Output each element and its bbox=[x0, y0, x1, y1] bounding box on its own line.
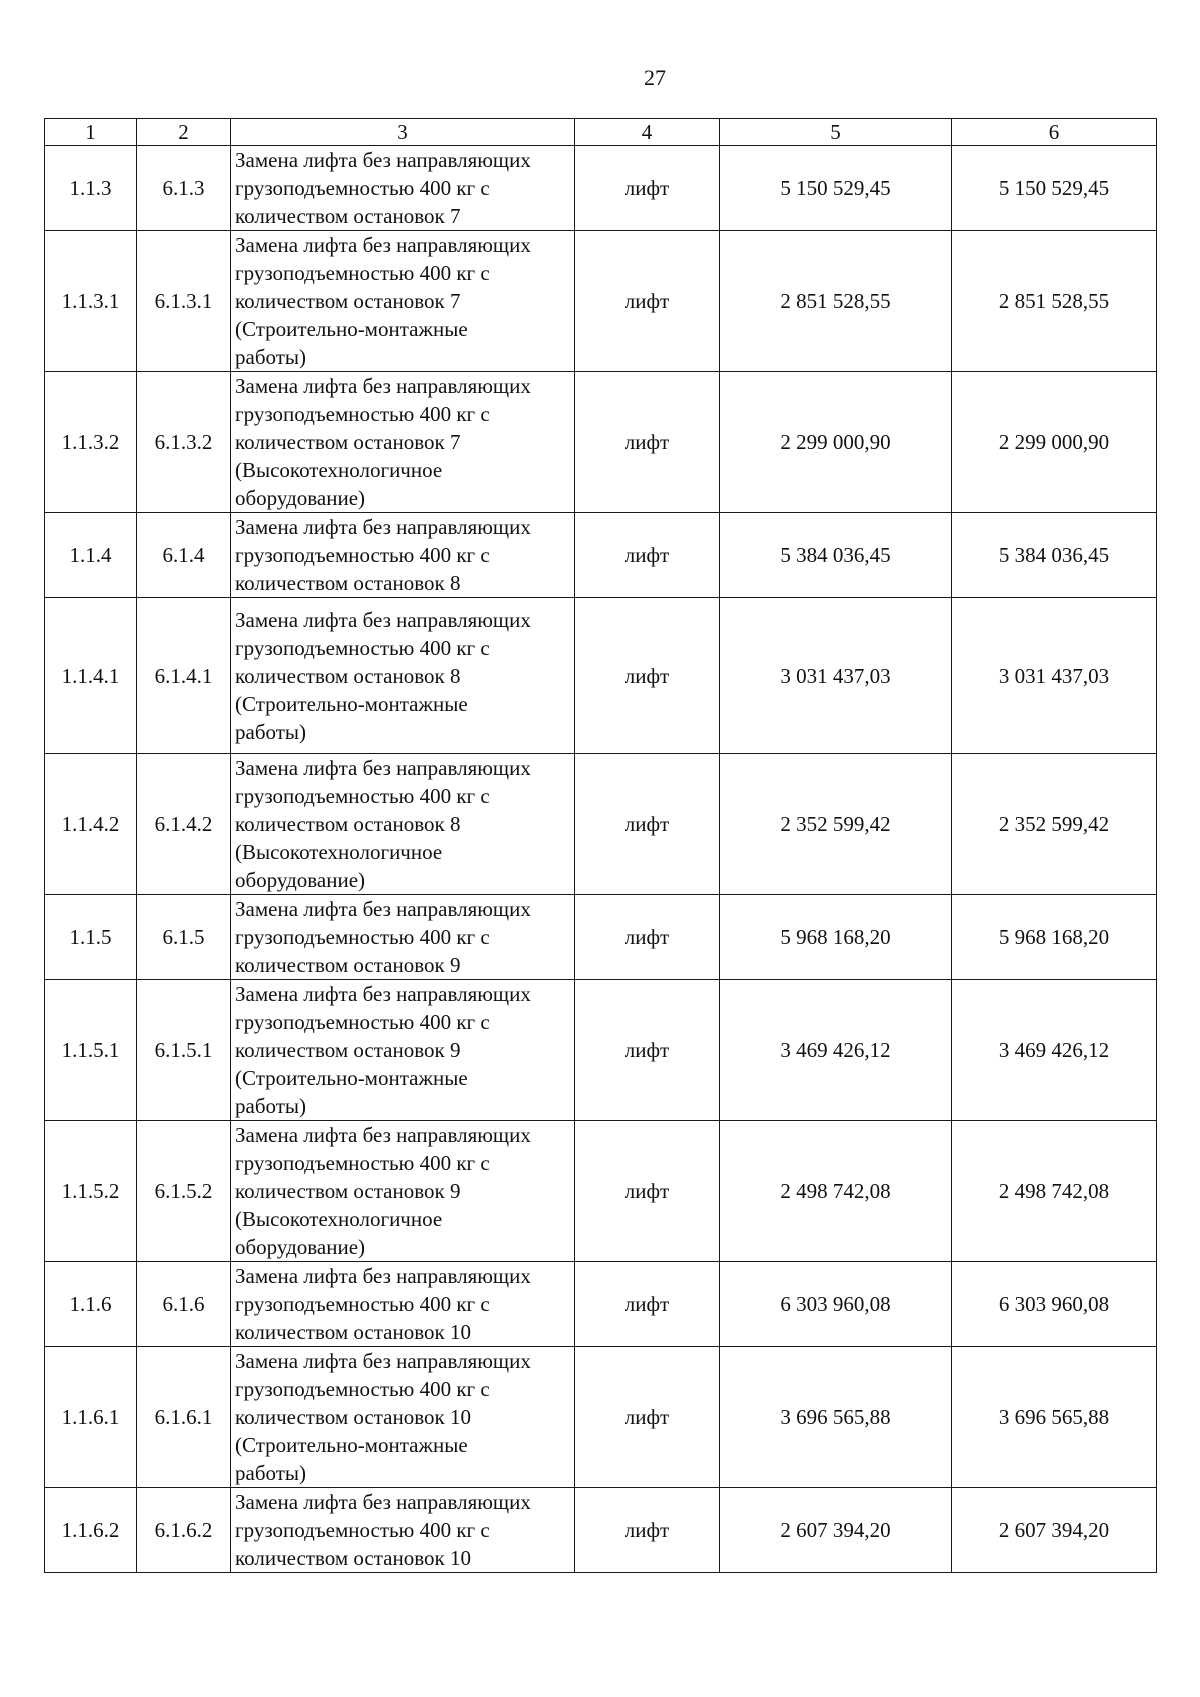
row-value-col6: 2 352 599,42 bbox=[952, 754, 1157, 895]
table-row bbox=[45, 980, 1157, 1121]
table-row bbox=[45, 754, 1157, 895]
table-row bbox=[45, 372, 1157, 513]
description-line: Замена лифта без направляющих bbox=[235, 1264, 531, 1288]
description-line: количеством остановок 8 bbox=[235, 571, 461, 595]
row-number: 1.1.3.1 bbox=[45, 231, 137, 372]
row-code: 6.1.6.1 bbox=[137, 1347, 231, 1488]
row-number: 1.1.3 bbox=[45, 146, 137, 231]
description-line: грузоподъемностью 400 кг с bbox=[235, 543, 490, 567]
column-number-4: 4 bbox=[575, 119, 720, 146]
description-line: грузоподъемностью 400 кг с bbox=[235, 1518, 490, 1542]
row-code: 6.1.4.2 bbox=[137, 754, 231, 895]
row-value-col5: 2 498 742,08 bbox=[720, 1121, 952, 1262]
column-number-1: 1 bbox=[45, 119, 137, 146]
column-number-5: 5 bbox=[720, 119, 952, 146]
row-description bbox=[231, 1121, 575, 1262]
row-number: 1.1.6.2 bbox=[45, 1488, 137, 1573]
description-line: (Высокотехнологичное bbox=[235, 840, 443, 864]
row-unit: лифт bbox=[575, 754, 720, 895]
row-number: 1.1.6.1 bbox=[45, 1347, 137, 1488]
table-row bbox=[45, 231, 1157, 372]
row-value-col5: 3 696 565,88 bbox=[720, 1347, 952, 1488]
description-line: работы) bbox=[235, 719, 307, 744]
row-code: 6.1.4.1 bbox=[137, 598, 231, 754]
row-value-col6: 5 150 529,45 bbox=[952, 146, 1157, 231]
description-line: Замена лифта без направляющих bbox=[235, 374, 531, 398]
row-description bbox=[231, 372, 575, 513]
row-description bbox=[231, 895, 575, 980]
description-line: (Строительно-монтажные bbox=[235, 317, 468, 341]
row-code: 6.1.6.2 bbox=[137, 1488, 231, 1573]
description-line: Замена лифта без направляющих bbox=[235, 982, 531, 1006]
row-code: 6.1.3 bbox=[137, 146, 231, 231]
description-line: (Строительно-монтажные bbox=[235, 1066, 468, 1090]
description-line: Замена лифта без направляющих bbox=[235, 1490, 531, 1514]
row-unit: лифт bbox=[575, 1488, 720, 1573]
row-value-col5: 2 352 599,42 bbox=[720, 754, 952, 895]
row-value-col6: 2 498 742,08 bbox=[952, 1121, 1157, 1262]
row-code: 6.1.5.1 bbox=[137, 980, 231, 1121]
row-value-col6: 2 851 528,55 bbox=[952, 231, 1157, 372]
description-line: оборудование) bbox=[235, 868, 366, 892]
table-row bbox=[45, 1121, 1157, 1262]
row-number: 1.1.4.1 bbox=[45, 598, 137, 754]
table-row bbox=[45, 895, 1157, 980]
description-line: грузоподъемностью 400 кг с bbox=[235, 925, 490, 949]
row-description bbox=[231, 1488, 575, 1573]
row-description bbox=[231, 598, 575, 754]
row-description bbox=[231, 513, 575, 598]
row-code: 6.1.4 bbox=[137, 513, 231, 598]
row-unit: лифт bbox=[575, 1347, 720, 1488]
row-description bbox=[231, 231, 575, 372]
row-value-col5: 3 469 426,12 bbox=[720, 980, 952, 1121]
description-line: грузоподъемностью 400 кг с bbox=[235, 261, 490, 285]
table-row bbox=[45, 598, 1157, 754]
row-unit: лифт bbox=[575, 372, 720, 513]
row-unit: лифт bbox=[575, 231, 720, 372]
row-number: 1.1.5.1 bbox=[45, 980, 137, 1121]
table-row bbox=[45, 1488, 1157, 1573]
row-unit: лифт bbox=[575, 980, 720, 1121]
row-number: 1.1.3.2 bbox=[45, 372, 137, 513]
row-value-col6: 2 607 394,20 bbox=[952, 1488, 1157, 1573]
table-row bbox=[45, 513, 1157, 598]
description-line: Замена лифта без направляющих bbox=[235, 515, 531, 539]
description-line: грузоподъемностью 400 кг с bbox=[235, 402, 490, 426]
cost-table bbox=[44, 118, 1157, 1573]
row-value-col5: 3 031 437,03 bbox=[720, 598, 952, 754]
row-code: 6.1.5 bbox=[137, 895, 231, 980]
description-line: количеством остановок 8 bbox=[235, 663, 461, 688]
description-line: работы) bbox=[235, 345, 307, 369]
row-number: 1.1.5.2 bbox=[45, 1121, 137, 1262]
description-line: количеством остановок 10 bbox=[235, 1320, 471, 1344]
row-code: 6.1.5.2 bbox=[137, 1121, 231, 1262]
column-number-3: 3 bbox=[231, 119, 575, 146]
description-line: количеством остановок 10 bbox=[235, 1546, 471, 1570]
row-value-col6: 6 303 960,08 bbox=[952, 1262, 1157, 1347]
row-unit: лифт bbox=[575, 598, 720, 754]
row-value-col5: 5 384 036,45 bbox=[720, 513, 952, 598]
description-line: количеством остановок 9 bbox=[235, 1038, 461, 1062]
row-value-col5: 6 303 960,08 bbox=[720, 1262, 952, 1347]
row-unit: лифт bbox=[575, 513, 720, 598]
row-value-col6: 3 031 437,03 bbox=[952, 598, 1157, 754]
row-code: 6.1.6 bbox=[137, 1262, 231, 1347]
description-line: работы) bbox=[235, 1461, 307, 1485]
description-line: количеством остановок 7 bbox=[235, 430, 461, 454]
description-line: количеством остановок 7 bbox=[235, 204, 461, 228]
row-value-col6: 5 968 168,20 bbox=[952, 895, 1157, 980]
description-line: грузоподъемностью 400 кг с bbox=[235, 1377, 490, 1401]
row-value-col5: 2 607 394,20 bbox=[720, 1488, 952, 1573]
description-line: грузоподъемностью 400 кг с bbox=[235, 1292, 490, 1316]
description-line: оборудование) bbox=[235, 1235, 366, 1259]
row-value-col5: 2 299 000,90 bbox=[720, 372, 952, 513]
row-code: 6.1.3.2 bbox=[137, 372, 231, 513]
description-line: (Строительно-монтажные bbox=[235, 1433, 468, 1457]
description-line: Замена лифта без направляющих bbox=[235, 897, 531, 921]
description-line: (Высокотехнологичное bbox=[235, 1207, 443, 1231]
row-value-col6: 5 384 036,45 bbox=[952, 513, 1157, 598]
description-line: (Высокотехнологичное bbox=[235, 458, 443, 482]
row-value-col5: 5 150 529,45 bbox=[720, 146, 952, 231]
page-number: 27 bbox=[644, 65, 666, 90]
row-description bbox=[231, 146, 575, 231]
row-number: 1.1.4.2 bbox=[45, 754, 137, 895]
description-line: количеством остановок 9 bbox=[235, 953, 461, 977]
row-description bbox=[231, 754, 575, 895]
row-description bbox=[231, 1262, 575, 1347]
row-unit: лифт bbox=[575, 895, 720, 980]
row-unit: лифт bbox=[575, 1121, 720, 1262]
description-line: оборудование) bbox=[235, 486, 366, 510]
row-unit: лифт bbox=[575, 146, 720, 231]
row-value-col6: 2 299 000,90 bbox=[952, 372, 1157, 513]
description-line: Замена лифта без направляющих bbox=[235, 756, 531, 780]
description-line: количеством остановок 10 bbox=[235, 1405, 471, 1429]
column-number-row bbox=[45, 119, 1157, 146]
row-number: 1.1.6 bbox=[45, 1262, 137, 1347]
row-number: 1.1.5 bbox=[45, 895, 137, 980]
row-value-col6: 3 469 426,12 bbox=[952, 980, 1157, 1121]
table-row bbox=[45, 1262, 1157, 1347]
description-line: количеством остановок 9 bbox=[235, 1179, 461, 1203]
description-line: Замена лифта без направляющих bbox=[235, 1123, 531, 1147]
description-line: Замена лифта без направляющих bbox=[235, 148, 531, 172]
row-value-col5: 2 851 528,55 bbox=[720, 231, 952, 372]
description-line: работы) bbox=[235, 1094, 307, 1118]
row-value-col6: 3 696 565,88 bbox=[952, 1347, 1157, 1488]
row-code: 6.1.3.1 bbox=[137, 231, 231, 372]
column-number-6: 6 bbox=[952, 119, 1157, 146]
table-body bbox=[45, 146, 1157, 1573]
table-row bbox=[45, 146, 1157, 231]
row-description bbox=[231, 1347, 575, 1488]
description-line: грузоподъемностью 400 кг с bbox=[235, 635, 490, 660]
row-description bbox=[231, 980, 575, 1121]
description-line: грузоподъемностью 400 кг с bbox=[235, 1010, 490, 1034]
description-line: количеством остановок 8 bbox=[235, 812, 461, 836]
column-number-2: 2 bbox=[137, 119, 231, 146]
description-line: Замена лифта без направляющих bbox=[235, 233, 531, 257]
description-line: количеством остановок 7 bbox=[235, 289, 461, 313]
table-row bbox=[45, 1347, 1157, 1488]
description-line: Замена лифта без направляющих bbox=[235, 1349, 531, 1373]
row-unit: лифт bbox=[575, 1262, 720, 1347]
row-number: 1.1.4 bbox=[45, 513, 137, 598]
description-line: (Строительно-монтажные bbox=[235, 691, 468, 716]
description-line: грузоподъемностью 400 кг с bbox=[235, 1151, 490, 1175]
description-line: грузоподъемностью 400 кг с bbox=[235, 176, 490, 200]
description-line: грузоподъемностью 400 кг с bbox=[235, 784, 490, 808]
description-line: Замена лифта без направляющих bbox=[235, 607, 531, 632]
row-value-col5: 5 968 168,20 bbox=[720, 895, 952, 980]
